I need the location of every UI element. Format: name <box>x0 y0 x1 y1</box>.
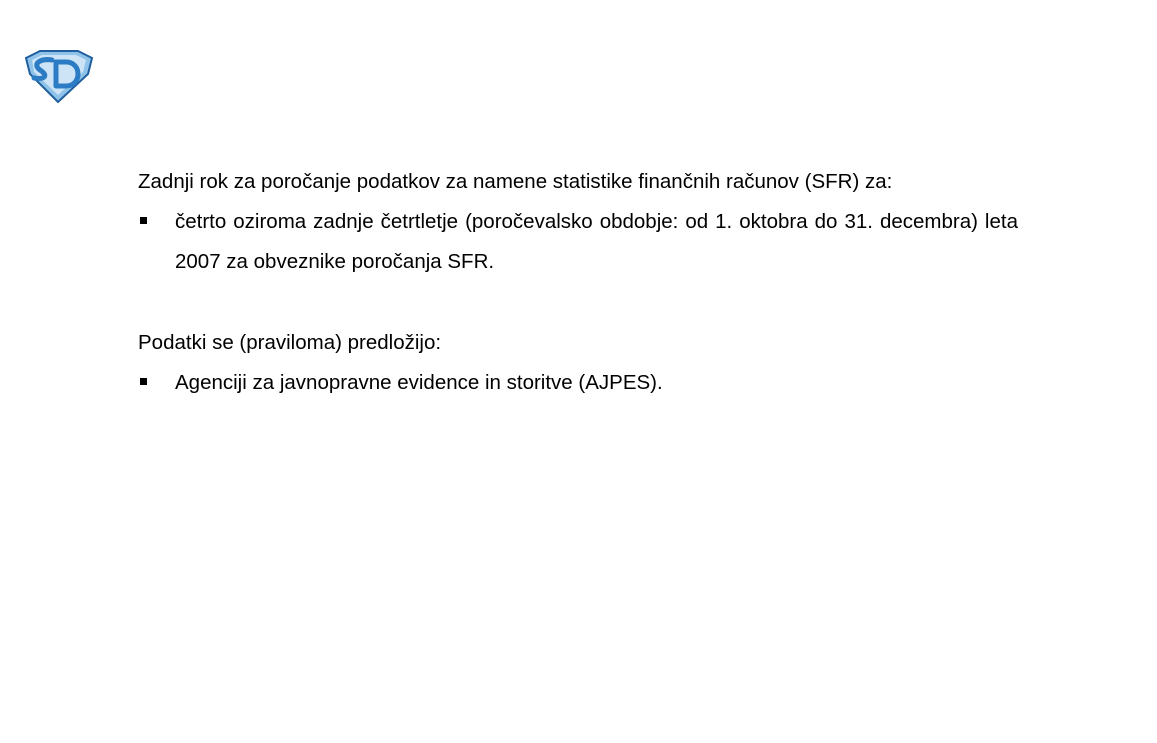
list-item <box>138 202 1018 282</box>
submission-list <box>138 363 1018 403</box>
deadline-list <box>138 202 1018 282</box>
sd-logo-icon <box>22 48 96 104</box>
list-item <box>138 363 1018 403</box>
spacer <box>138 282 1018 323</box>
list-item-text: četrto oziroma zadnje četrtletje (poročevalsko obdobje: od 1. oktobra do 31. decembra) leta 2007 za obveznike poročanja SFR. <box>175 210 1018 273</box>
square-bullet-icon <box>140 217 147 224</box>
square-bullet-icon <box>140 378 147 385</box>
deadline-heading: Zadnji rok za poročanje podatkov za namene statistike finančnih računov (SFR) za: <box>138 170 893 193</box>
document-body <box>138 162 1018 403</box>
submission-heading: Podatki se (praviloma) predložijo: <box>138 331 442 354</box>
list-item-text: Agenciji za javnopravne evidence in storitve (AJPES). <box>175 371 663 394</box>
